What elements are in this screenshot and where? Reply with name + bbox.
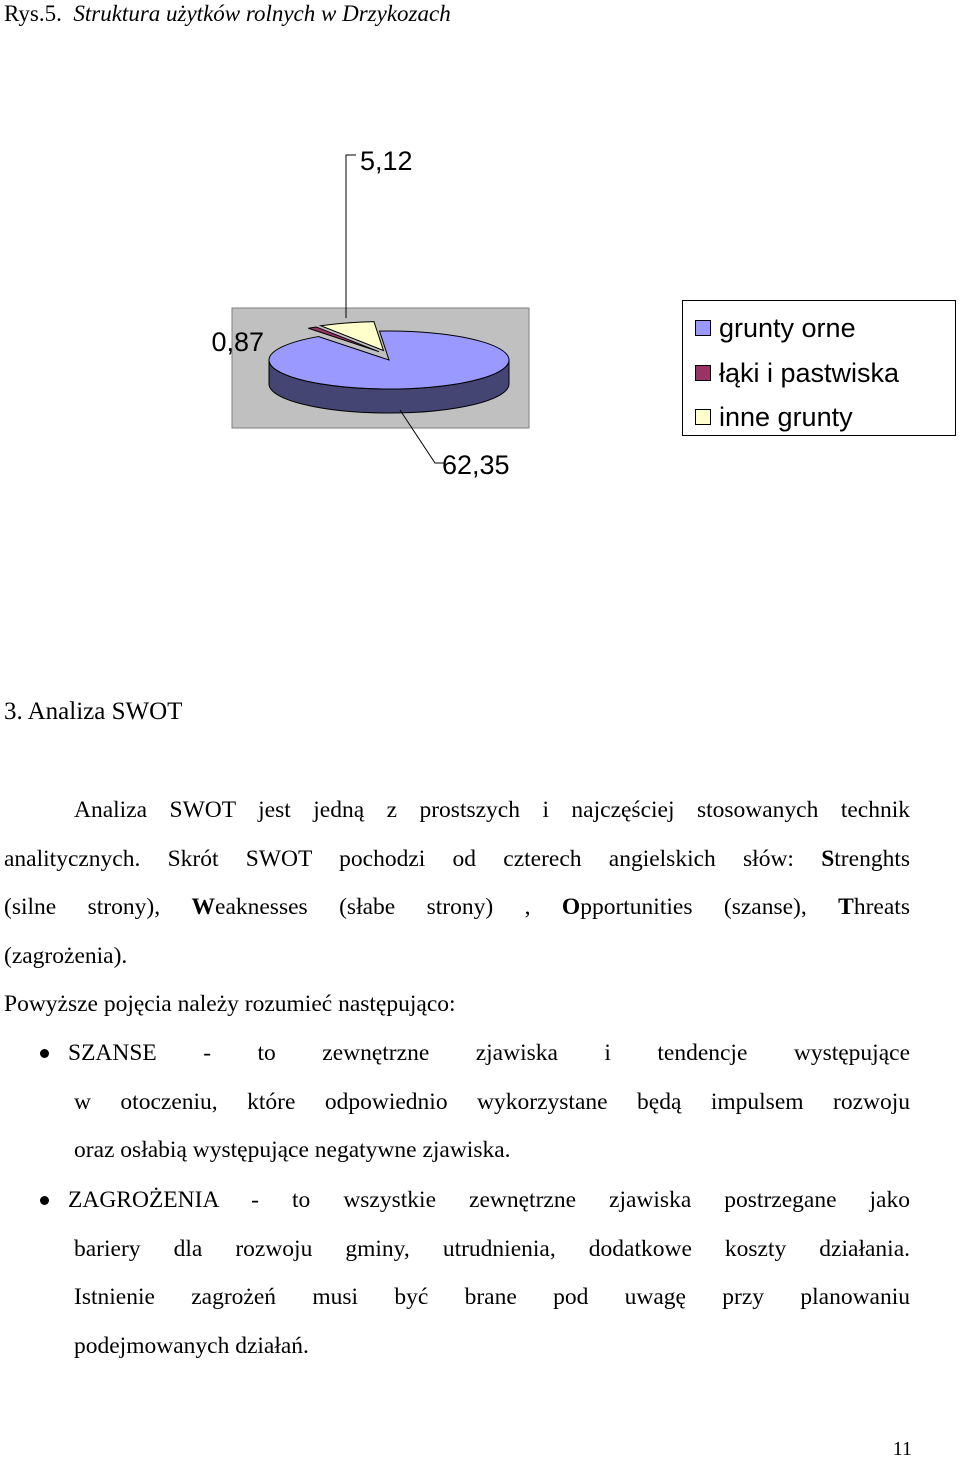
legend-label: grunty orne <box>719 312 856 343</box>
bullet-line: Istnienie zagrożeń musi być brane pod uwagę przy planowaniu <box>74 1284 910 1310</box>
paragraph-text: eaknesses (słabe strony) , <box>215 894 531 920</box>
section-heading: 3. Analiza SWOT <box>4 698 183 725</box>
bullet-text <box>74 1225 910 1371</box>
figure-label: Rys.5. <box>4 1 62 26</box>
leader-line <box>346 155 356 318</box>
bullet-text <box>68 1029 910 1078</box>
initial-o: O <box>561 894 581 920</box>
legend-label: inne grunty <box>719 401 853 432</box>
paragraph-line: Analiza SWOT jest jedną z prostszych i najczęściej stosowanych technik <box>74 797 910 823</box>
paragraph-text: (silne strony), <box>4 894 161 920</box>
paragraph-line: (zagrożenia). <box>4 942 128 969</box>
initial-t: T <box>838 894 854 920</box>
paragraph-line <box>4 883 910 932</box>
legend-item-laki-i-pastwiska <box>695 358 899 388</box>
legend-swatch <box>695 409 711 425</box>
figure-title: Struktura użytków rolnych w Drzykozach <box>73 1 451 26</box>
data-label: 5,12 <box>360 146 413 176</box>
pie-slice-grunty-orne <box>269 331 509 389</box>
bullet-line: bariery dla rozwoju gminy, utrudnienia, dodatkowe koszty działania. <box>74 1235 910 1262</box>
legend-label: łąki i pastwiska <box>719 357 900 388</box>
chart-legend <box>682 300 956 436</box>
legend-item-inne-grunty <box>695 402 853 432</box>
legend-swatch <box>695 365 711 381</box>
bullet-line: podejmowanych działań. <box>74 1332 309 1359</box>
bullet-icon <box>40 1049 49 1058</box>
legend-item-grunty-orne <box>695 313 856 343</box>
legend-swatch <box>695 320 711 336</box>
paragraph-line: Powyższe pojęcia należy rozumieć następująco: <box>4 991 456 1017</box>
bullet-icon <box>40 1196 49 1205</box>
paragraph-text: hreats <box>853 894 910 920</box>
data-label: 0,87 <box>211 327 264 357</box>
data-label: 62,35 <box>442 450 510 480</box>
initial-s: S <box>821 845 835 872</box>
paragraph-line <box>4 835 910 884</box>
bullet-text <box>68 1176 910 1225</box>
bullet-line: ZAGROŻENIA - to wszystkie zewnętrzne zjawiska postrzegane jako <box>68 1187 910 1213</box>
swot-paragraph <box>4 786 910 1029</box>
paragraph-text: analitycznych. Skrót SWOT pochodzi od czterech angielskich słów: <box>4 845 794 872</box>
paragraph-text: pportunities (szanse), <box>580 894 807 920</box>
bullet-text <box>74 1078 910 1175</box>
initial-w: W <box>191 894 216 920</box>
page-number: 11 <box>892 1438 912 1460</box>
bullet-line: w otoczeniu, które odpowiednio wykorzystane będą impulsem rozwoju <box>74 1088 910 1115</box>
bullet-line: oraz osłabią występujące negatywne zjawiska. <box>74 1137 511 1163</box>
paragraph-text: trenghts <box>834 845 910 872</box>
bullet-line: SZANSE - to zewnętrzne zjawiska i tendencje występujące <box>68 1040 910 1066</box>
